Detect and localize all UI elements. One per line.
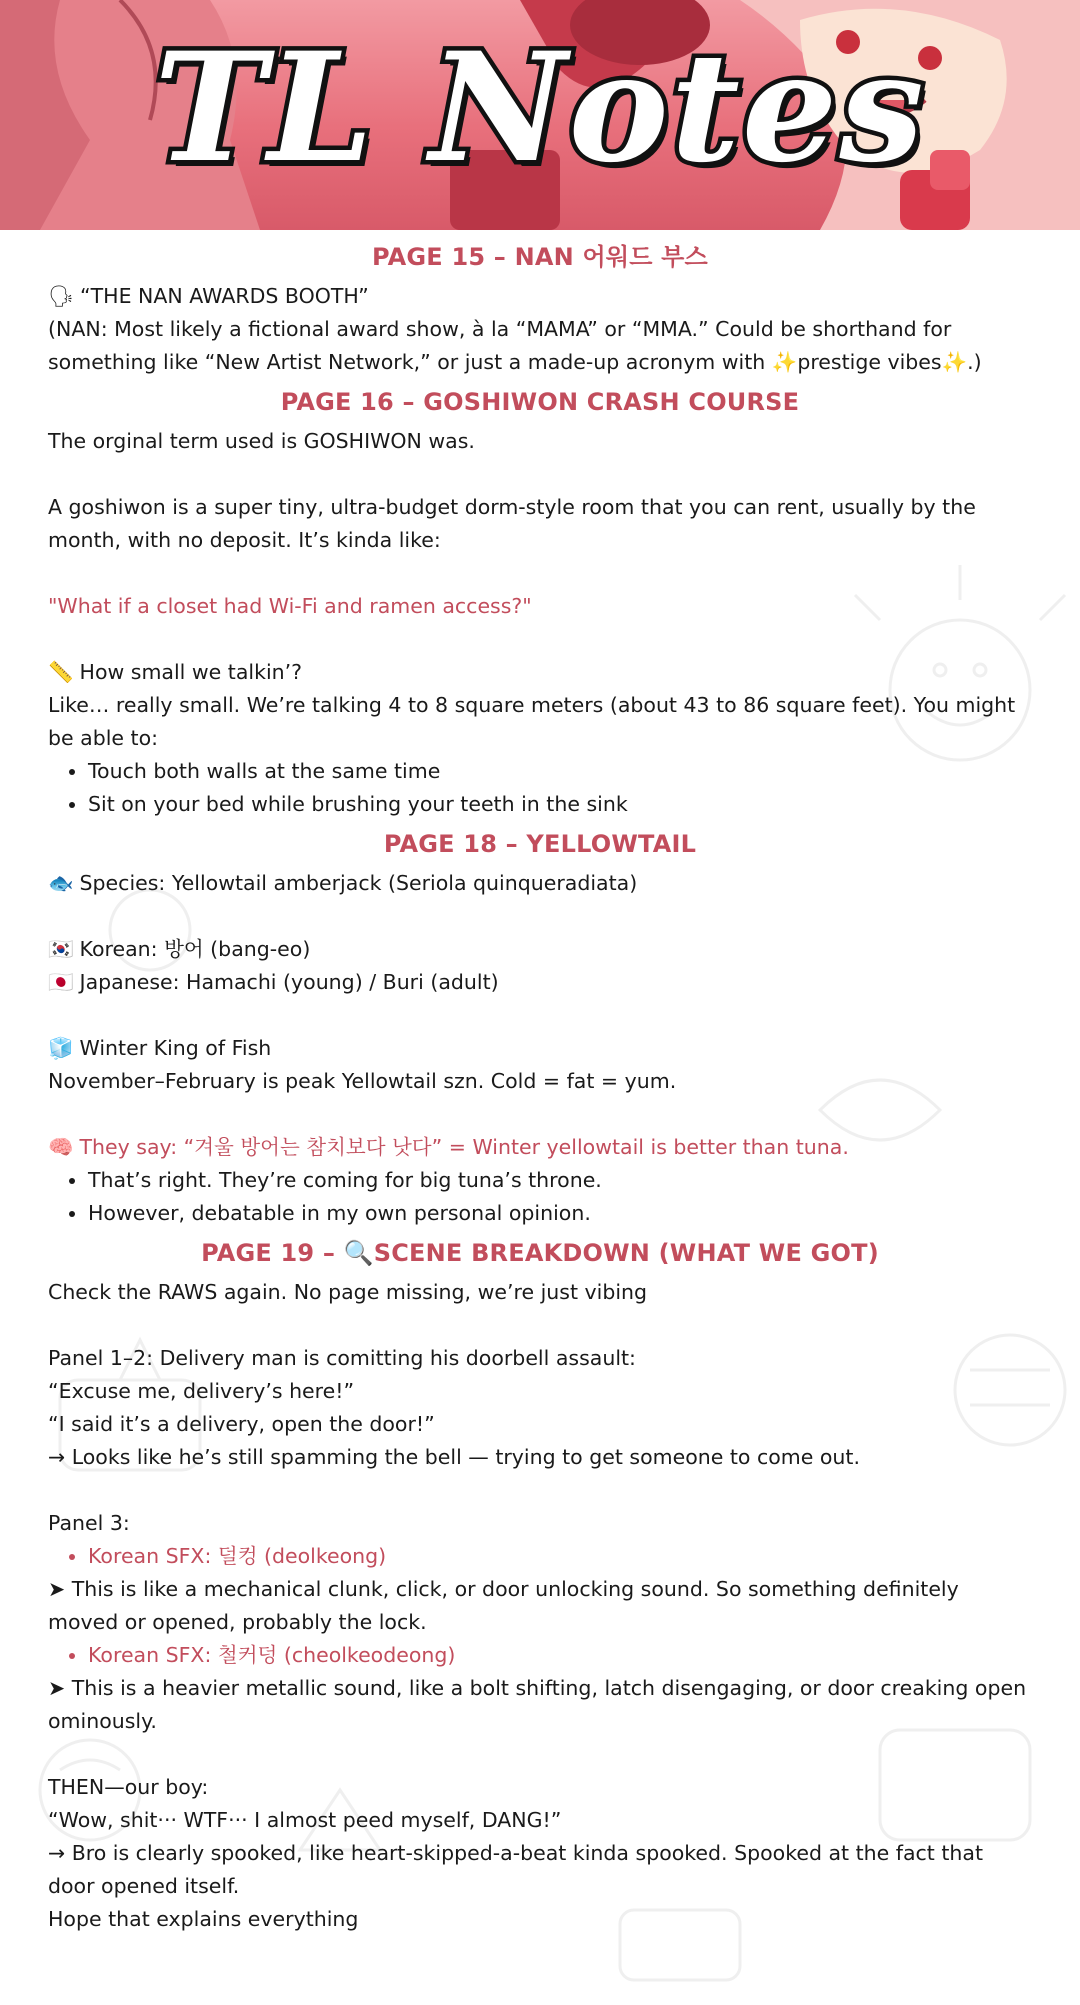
p16-line2: A goshiwon is a super tiny, ultra-budget dorm-style room that you can rent, usually by the month, with no deposit. It’s kinda like:: [48, 495, 976, 552]
p19-quote3: “Wow, shit··· WTF··· I almost peed myself, DANG!”: [48, 1808, 562, 1832]
sparkle-icon: ✨: [771, 350, 798, 374]
list-item: • Korean SFX: 덜컹 (deolkeong): [88, 1540, 1032, 1573]
header-banner: [0, 0, 1080, 230]
p16-bullet-list: [48, 755, 1032, 821]
p19-then: THEN—our boy:: [48, 1775, 209, 1799]
japan-flag-icon: 🇯🇵: [48, 970, 74, 994]
sparkle-icon: ✨: [941, 350, 968, 374]
list-item: • That’s right. They’re coming for big tuna’s throne.: [88, 1164, 1032, 1197]
magnifier-icon: 🔍: [343, 1239, 374, 1267]
p18-species: 🐟 Species: Yellowtail amberjack (Seriola quinqueradiata): [48, 867, 1032, 900]
p19-line1: Check the RAWS again. No page missing, we’re just vibing: [48, 1280, 648, 1304]
p18-saying: 🧠 They say: “겨울 방어는 참치보다 낫다” = Winter yellowtail is better than tuna.: [48, 1131, 1032, 1164]
p15-line1: 🗣 “THE NAN AWARDS BOOTH”: [48, 280, 1032, 313]
p16-line3: Like… really small. We’re talking 4 to 8 square meters (about 43 to 86 square feet). You might be able to:: [48, 693, 1016, 750]
p19-quote2: “I said it’s a delivery, open the door!”: [48, 1412, 435, 1436]
p18-bullet-list: [48, 1164, 1032, 1230]
notes-content: [0, 234, 1080, 1936]
p19-desc2: ➤ This is a heavier metallic sound, like a bolt shifting, latch disengaging, or door creaking open ominously.: [48, 1676, 1027, 1733]
banner-title: TL Notes: [154, 20, 926, 196]
ruler-icon: 📏: [48, 660, 74, 684]
p19-closing: Hope that explains everything: [48, 1907, 359, 1931]
p19-panel12: Panel 1–2: Delivery man is comitting his doorbell assault:: [48, 1346, 636, 1370]
fish-icon: 🐟: [48, 871, 74, 895]
page-19-heading: PAGE 19 – 🔍SCENE BREAKDOWN (WHAT WE GOT): [201, 1239, 879, 1267]
p16-quote: "What if a closet had Wi-Fi and ramen access?": [48, 594, 532, 618]
p18-korean: 🇰🇷 Korean: 방어 (bang-eo): [48, 933, 1032, 966]
p19-arrow2: → Bro is clearly spooked, like heart-skipped-a-beat kinda spooked. Spooked at the fact that door opened itself.: [48, 1841, 983, 1898]
p18-winter-title: 🧊 Winter King of Fish: [48, 1032, 1032, 1065]
p19-sfx2-list: [48, 1639, 1032, 1672]
page-15-heading: PAGE 15 – NAN 어워드 부스: [372, 243, 708, 271]
p18-winter-text: November–February is peak Yellowtail szn. Cold = fat = yum.: [48, 1069, 677, 1093]
page-16-heading: PAGE 16 – GOSHIWON CRASH COURSE: [280, 388, 800, 416]
p16-line1: The orginal term used is GOSHIWON was.: [48, 429, 475, 453]
speaking-head-icon: 🗣: [48, 284, 75, 308]
ice-cube-icon: 🧊: [48, 1036, 74, 1060]
list-item: • However, debatable in my own personal opinion.: [88, 1197, 1032, 1230]
p19-desc1: ➤ This is like a mechanical clunk, click, or door unlocking sound. So something definitely moved or opened, probably the lock.: [48, 1577, 959, 1634]
list-item: • Touch both walls at the same time: [88, 755, 1032, 788]
p15-line2: (NAN: Most likely a fictional award show, à la “MAMA” or “MMA.” Could be shorthand for something like “New Artist Network,” or just a made-up acronym with ✨prestige vibes✨.): [48, 317, 982, 374]
p19-panel3: Panel 3:: [48, 1511, 130, 1535]
p19-sfx1-list: [48, 1540, 1032, 1573]
p16-subheading: 📏 How small we talkin’?: [48, 656, 1032, 689]
korea-flag-icon: 🇰🇷: [48, 937, 74, 961]
p19-quote1: “Excuse me, delivery’s here!”: [48, 1379, 355, 1403]
page-18-heading: PAGE 18 – YELLOWTAIL: [383, 830, 697, 858]
list-item: • Korean SFX: 철커덩 (cheolkeodeong): [88, 1639, 1032, 1672]
p18-japanese: 🇯🇵 Japanese: Hamachi (young) / Buri (adult): [48, 966, 1032, 999]
p19-arrow1: → Looks like he’s still spamming the bell — trying to get someone to come out.: [48, 1445, 860, 1469]
brain-icon: 🧠: [48, 1135, 74, 1159]
list-item: • Sit on your bed while brushing your teeth in the sink: [88, 788, 1032, 821]
